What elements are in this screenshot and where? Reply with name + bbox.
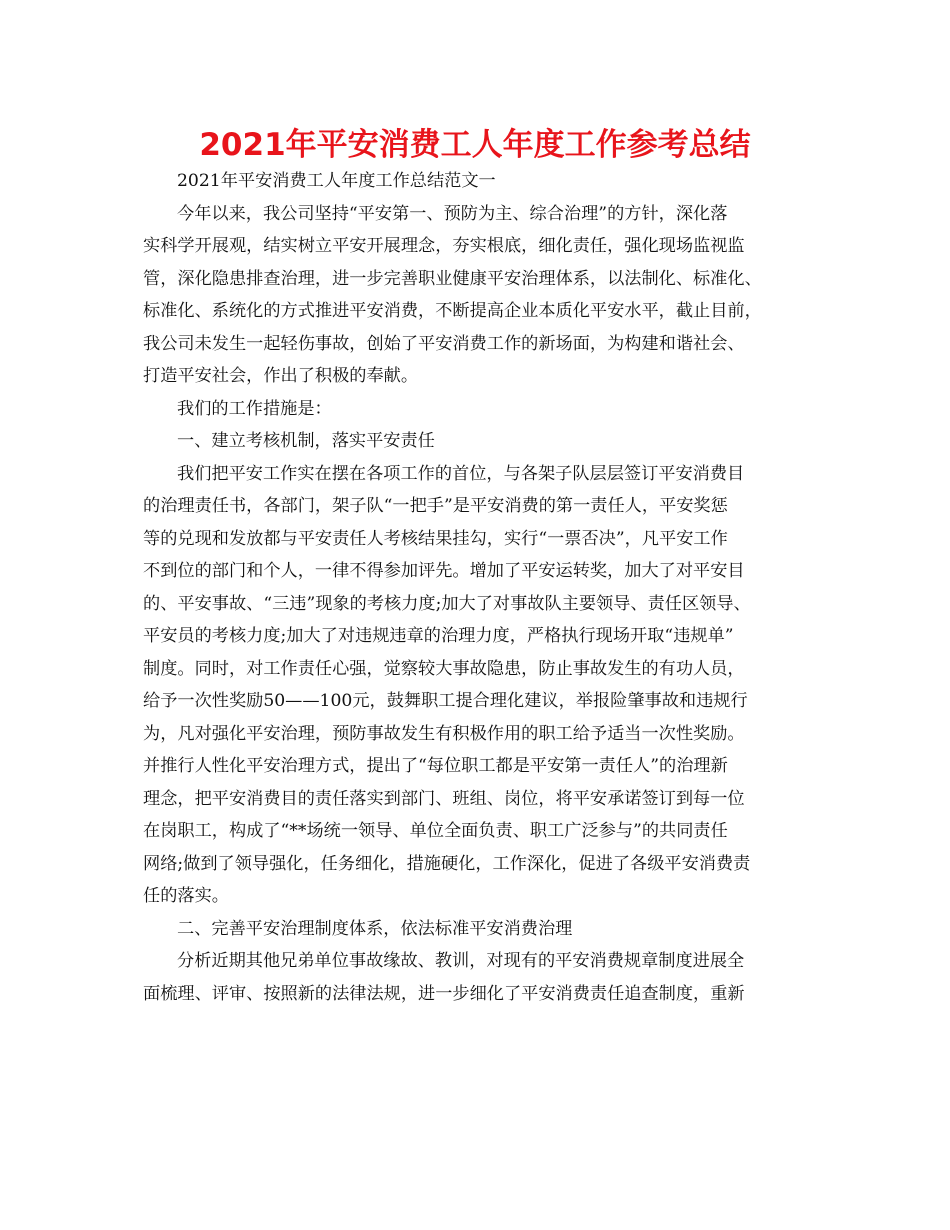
text-line: 在岗职工，构成了“**场统一领导、单位全面负责、职工广泛参与”的共同责任 [143, 821, 728, 841]
text-line: 二、完善平安治理制度体系，依法标准平安消费治理 [177, 918, 573, 939]
text-line: 今年以来，我公司坚持“平安第一、预防为主、综合治理”的方针，深化落 [177, 203, 728, 224]
text-line: 我们把平安工作实在摆在各项工作的首位，与各架子队层层签订平安消费目 [177, 463, 745, 484]
text-line: 的、平安事故、“三违”现象的考核力度;加大了对事故队主要领导、责任区领导、 [143, 593, 751, 614]
text-line: 我公司未发生一起轻伤事故，创始了平安消费工作的新场面，为构建和谐社会、 [143, 333, 745, 354]
text-line: 制度。同时，对工作责任心强，觉察较大事故隐患，防止事故发生的有功人员， [143, 658, 745, 679]
text-line: 任的落实。 [143, 886, 229, 906]
text-line: 平安员的考核力度;加大了对违规违章的治理力度，严格执行现场开取“违规单” [143, 626, 734, 646]
text-line: 给予一次性奖励50——100元，鼓舞职工提合理化建议，举报险肇事故和违规行 [143, 691, 748, 711]
text-line: 我们的工作措施是： [177, 398, 332, 419]
text-line: 为，凡对强化平安治理，预防事故发生有积极作用的职工给予适当一次性奖励。 [143, 723, 745, 744]
text-line: 打造平安社会，作出了积极的奉献。 [143, 366, 419, 386]
document-title: 2021年平安消费工人年度工作参考总结 [199, 127, 751, 163]
text-line: 分析近期其他兄弟单位事故缘故、教训，对现有的平安消费规章制度进展全 [177, 951, 745, 971]
text-line: 不到位的部门和个人，一律不得参加评先。增加了平安运转奖，加大了对平安目 [143, 561, 745, 581]
text-line: 并推行人性化平安治理方式，提出了“每位职工都是平安第一责任人”的治理新 [143, 756, 728, 776]
text-line: 实科学开展观，结实树立平安开展理念，夯实根底，细化责任，强化现场监视监 [143, 236, 745, 256]
text-line: 面梳理、评审、按照新的法律法规，进一步细化了平安消费责任追查制度，重新 [143, 983, 745, 1004]
text-line: 标准化、系统化的方式推进平安消费，不断提高企业本质化平安水平，截止目前， [143, 301, 762, 321]
text-line: 管，深化隐患排查治理，进一步完善职业健康平安治理体系，以法制化、标准化、 [143, 268, 762, 289]
text-line: 的治理责任书，各部门，架子队“一把手”是平安消费的第一责任人，平安奖惩 [143, 496, 728, 516]
text-line: 等的兑现和发放都与平安责任人考核结果挂勾，实行“一票否决”，凡平安工作 [143, 528, 728, 549]
text-line: 2021年平安消费工人年度工作总结范文一 [177, 171, 496, 191]
text-line: 理念，把平安消费目的责任落实到部门、班组、岗位，将平安承诺签订到每一位 [143, 788, 745, 809]
text-line: 一、建立考核机制，落实平安责任 [177, 431, 435, 451]
text-line: 网络;做到了领导强化，任务细化，措施硬化，工作深化，促进了各级平安消费责 [143, 853, 751, 874]
document-body [143, 165, 833, 1010]
